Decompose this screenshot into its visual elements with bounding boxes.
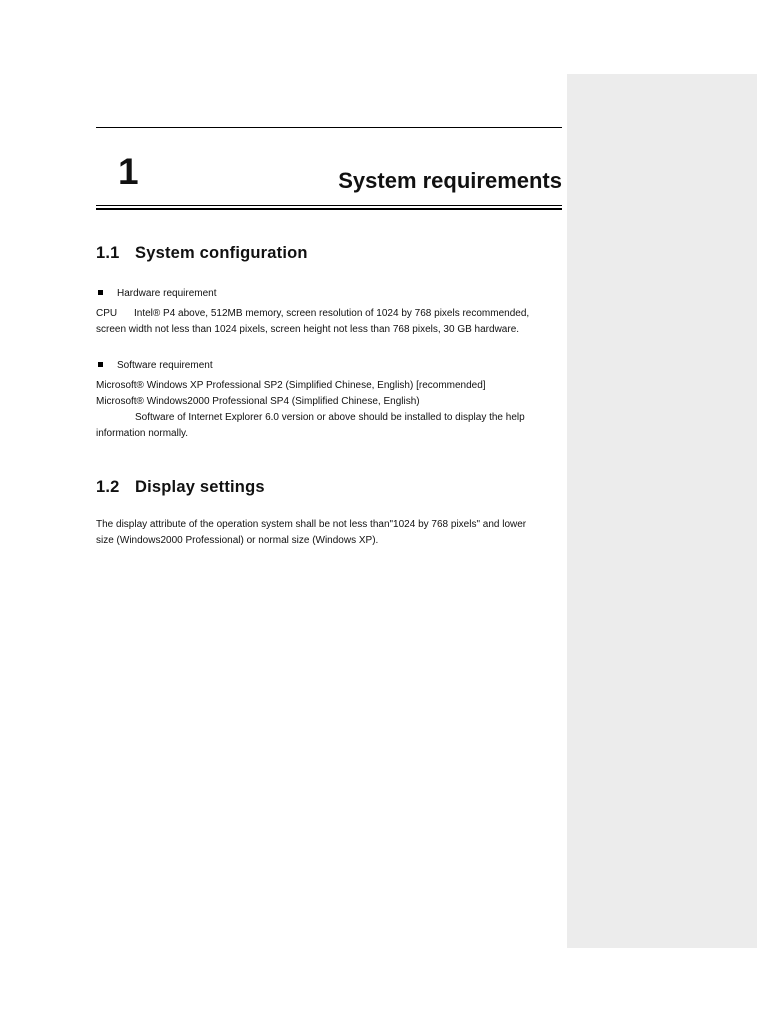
chapter-rule-thin bbox=[96, 205, 562, 206]
square-bullet-icon bbox=[98, 362, 103, 367]
cpu-line-1 bbox=[96, 306, 562, 322]
chapter-rule-thick bbox=[96, 208, 562, 210]
section-heading-system-configuration bbox=[96, 244, 308, 263]
square-bullet-icon bbox=[98, 290, 103, 295]
cpu-line-2: screen width not less than 1024 pixels, screen height not less than 768 pixels, 30 GB hardware. bbox=[96, 324, 520, 335]
cpu-paragraph bbox=[96, 306, 562, 338]
chapter-title: System requirements bbox=[338, 168, 562, 193]
software-line-1: Microsoft® Windows XP Professional SP2 (Simplified Chinese, English) [recommended] bbox=[96, 380, 486, 391]
section-number: 1.1 bbox=[96, 244, 120, 262]
software-paragraph bbox=[96, 378, 562, 442]
software-line-3: Software of Internet Explorer 6.0 version or above should be installed to display the help bbox=[135, 412, 525, 423]
software-bullet bbox=[96, 360, 213, 371]
hardware-bullet bbox=[96, 288, 217, 299]
cpu-label: CPU bbox=[96, 308, 118, 319]
display-line-1: The display attribute of the operation system shall be not less than"1024 by 768 pixels" and lower bbox=[96, 519, 527, 530]
chapter-number: 1 bbox=[118, 151, 139, 192]
software-line-3-wrap bbox=[96, 410, 562, 426]
section-title: System configuration bbox=[135, 244, 308, 262]
display-line-2: size (Windows2000 Professional) or normal size (Windows XP). bbox=[96, 535, 379, 546]
software-heading: Software requirement bbox=[117, 360, 213, 371]
section-title: Display settings bbox=[135, 478, 265, 496]
software-line-4: information normally. bbox=[96, 428, 189, 439]
section-heading-display-settings bbox=[96, 478, 265, 497]
top-rule bbox=[96, 127, 562, 128]
software-line-2: Microsoft® Windows2000 Professional SP4 (Simplified Chinese, English) bbox=[96, 396, 420, 407]
comment-pane bbox=[567, 74, 757, 948]
hardware-heading: Hardware requirement bbox=[117, 288, 217, 299]
display-paragraph bbox=[96, 517, 562, 549]
section-number: 1.2 bbox=[96, 478, 120, 496]
cpu-text-1: Intel® P4 above, 512MB memory, screen resolution of 1024 by 768 pixels recommended, bbox=[134, 308, 530, 319]
